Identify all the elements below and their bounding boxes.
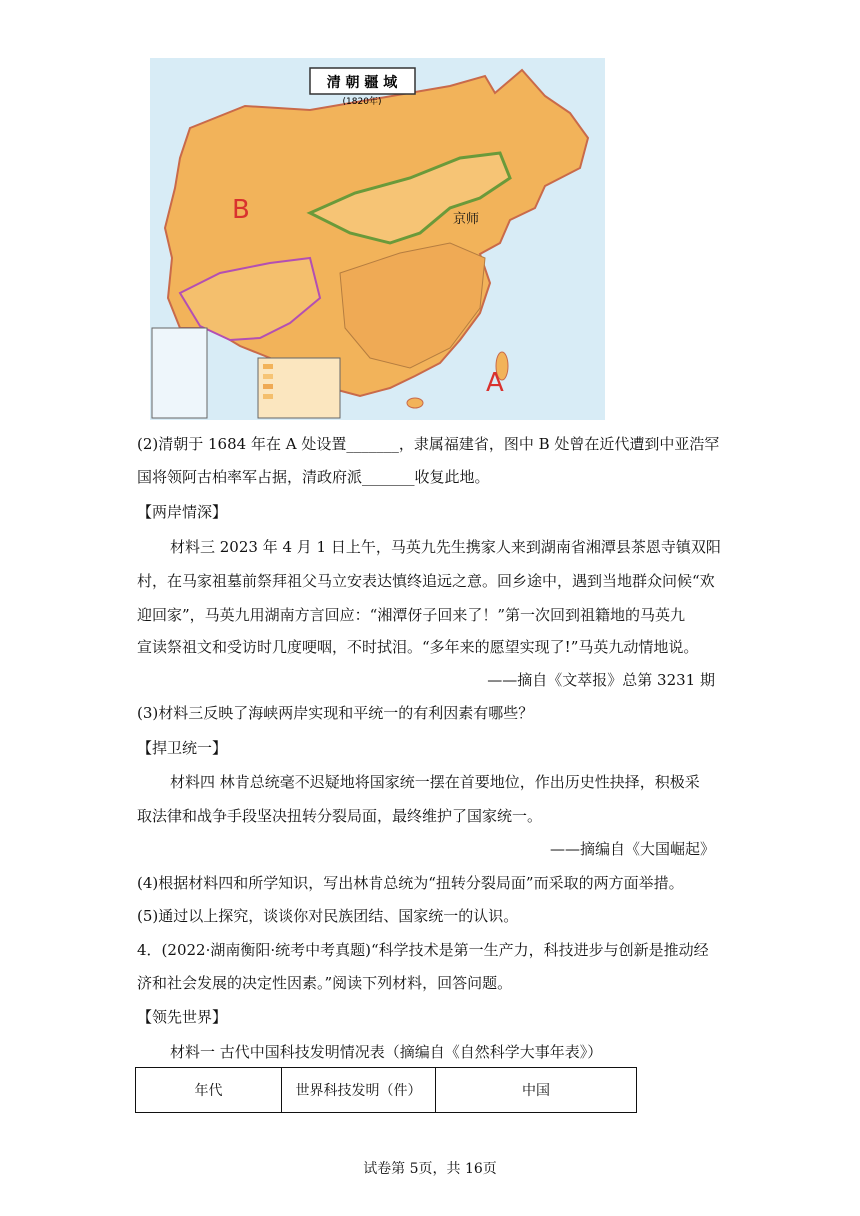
q3: (3)材料三反映了海峡两岸实现和平统一的有利因素有哪些？ [137,704,534,722]
material4-line2: 取法律和战争手段坚决扭转分裂局面，最终维护了国家统一。 [137,807,543,825]
section-header-cross-strait: 【两岸情深】 [137,503,228,521]
legend-swatch [263,394,273,399]
table-header-cell: 中国 [436,1068,637,1113]
hainan-island [407,398,423,408]
table-header-cell: 年代 [136,1068,282,1113]
map-inset [152,328,207,418]
table-header-row [136,1068,637,1113]
tech-table [135,1067,637,1113]
material1-caption: 材料一 古代中国科技发明情况表（摘编自《自然科学大事年表》） [170,1043,603,1061]
map-label-capital: 京师 [453,212,480,227]
material4-source: ——摘编自《大国崛起》 [549,840,715,858]
section-header-unity: 【捍卫统一】 [137,739,228,757]
map-title: 清 朝 疆 域 [326,75,398,91]
material4-line1: 材料四 林肯总统毫不迟疑地将国家统一摆在首要地位，作出历史性抉择，积极采 [170,773,700,791]
material3-source: ——摘自《文萃报》总第 3231 期 [487,671,715,689]
material3-line4: 宣读祭祖文和受访时几度哽咽，不时拭泪。“多年来的愿望实现了!”马英九动情地说。 [137,638,699,656]
question4-line2: 济和社会发展的决定性因素。”阅读下列材料，回答问题。 [137,974,513,992]
legend-swatch [263,364,273,369]
map-label-b: B [232,195,250,225]
q5: (5)通过以上探究，谈谈你对民族团结、国家统一的认识。 [137,907,519,925]
page-footer: 试卷第 5页，共 16页 [363,1161,497,1177]
q2-line2: 国将领阿古柏率军占据，清政府派_______收复此地。 [137,468,490,486]
map-label-a: A [486,368,504,398]
material3-line2: 村，在马家祖墓前祭拜祖父马立安表达慎终追远之意。回乡途中，遇到当地群众问候“欢 [137,572,715,590]
table-header-cell: 世界科技发明（件） [282,1068,436,1113]
material3-line1: 材料三 2023 年 4 月 1 日上午，马英九先生携家人来到湖南省湘潭县茶恩寺镇双阳 [170,538,721,556]
q4: (4)根据材料四和所学知识，写出林肯总统为“扭转分裂局面”而采取的两方面举措。 [137,874,684,892]
material3-line3: 迎回家”，马英九用湖南方言回应：“湘潭伢子回来了！”第一次回到祖籍地的马英九 [137,606,686,624]
question4-line1: 4．(2022·湖南衡阳·统考中考真题)“科学技术是第一生产力，科技进步与创新是推动经 [137,941,709,959]
legend-swatch [263,384,273,389]
section-header-leading: 【领先世界】 [137,1008,228,1026]
map-year: (1820年) [342,97,382,107]
q2-line1: (2)清朝于 1684 年在 A 处设置_______，隶属福建省，图中 B 处曾在近代遭到中亚浩罕 [137,435,720,453]
map-svg [150,58,605,420]
legend-swatch [263,374,273,379]
qing-territory-map [150,58,605,420]
